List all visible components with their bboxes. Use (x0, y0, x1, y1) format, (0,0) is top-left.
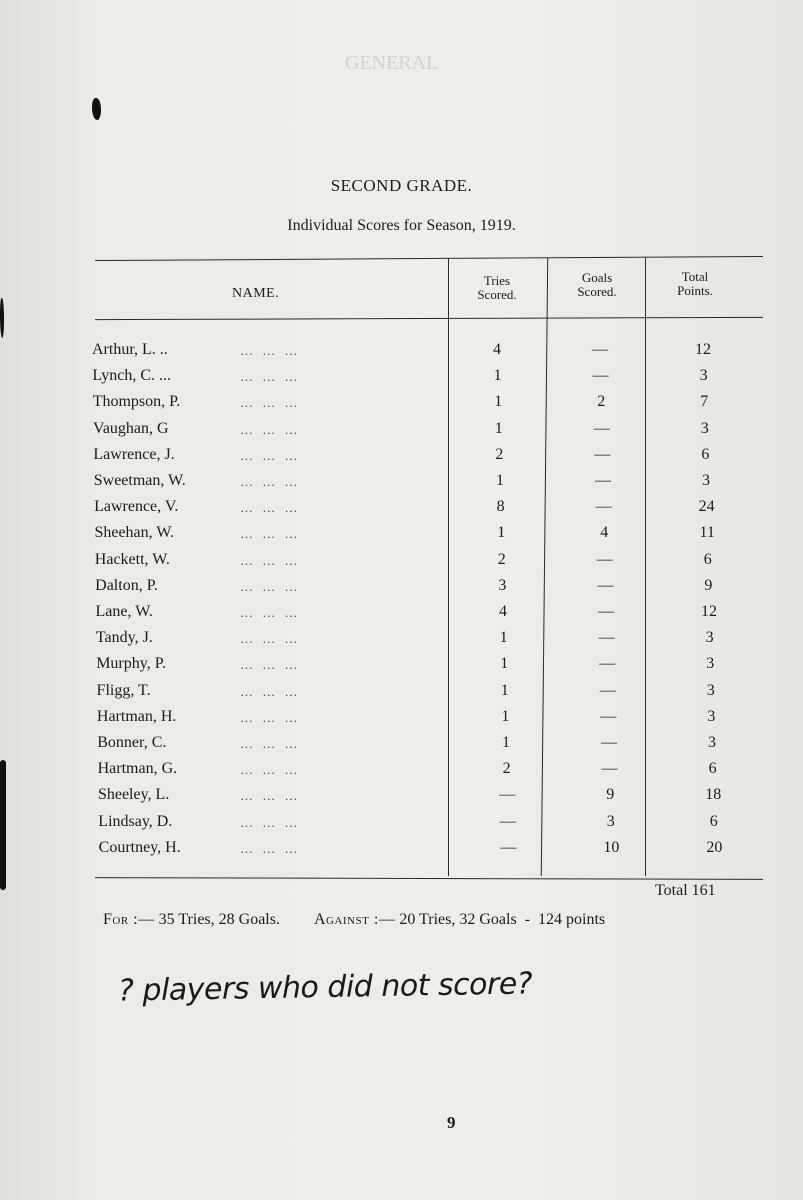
goals-scored: 2 (597, 393, 606, 411)
tries-scored: 1 (501, 707, 510, 725)
player-name: Fligg, T. (96, 681, 151, 699)
leader-dots: … … … (240, 552, 301, 568)
player-name: Hartman, G. (97, 760, 178, 778)
player-name: Courtney, H. (98, 838, 181, 856)
column-header-goals: Goals Scored. (577, 270, 617, 299)
edge-mark (0, 298, 4, 338)
tries-scored: 2 (502, 760, 511, 778)
total-points-cell: 3 (699, 367, 708, 385)
total-points-cell: 3 (707, 707, 716, 725)
table-bottom-rule (95, 877, 763, 880)
total-points-cell: 3 (706, 655, 715, 673)
ink-blot (92, 98, 101, 120)
tries-scored: 1 (496, 472, 504, 489)
tries-scored: 2 (497, 550, 506, 568)
total-points-cell: 3 (705, 629, 714, 647)
leader-dots: … … … (240, 447, 301, 463)
tries-scored: 4 (499, 603, 507, 620)
leader-dots: … … … (240, 709, 301, 725)
player-name: Sheeley, L. (97, 786, 170, 804)
goals-scored: 10 (603, 838, 620, 856)
tries-scored: 4 (493, 341, 501, 358)
goals-scored: — (599, 681, 616, 699)
leader-dots: … … … (240, 369, 301, 385)
column-header-tries: Tries Scored. (477, 273, 517, 302)
goals-scored: — (593, 419, 610, 437)
table-top-rule (95, 256, 763, 261)
player-name: Dalton, P. (95, 576, 158, 594)
tries-scored: 1 (499, 629, 508, 647)
total-points-cell: 6 (708, 760, 717, 778)
goals-scored: — (601, 734, 617, 751)
player-name: Sheehan, W. (94, 524, 174, 542)
table-row (0, 813, 803, 839)
document-title: SECOND GRADE. (330, 176, 473, 195)
leader-dots: … … … (240, 631, 301, 647)
total-points-cell: 11 (699, 524, 715, 542)
total-points-cell: 20 (706, 838, 723, 856)
leader-dots: … … … (240, 578, 301, 594)
total-points-cell: 6 (703, 550, 712, 568)
tries-scored: 1 (494, 393, 503, 411)
against-label: Against :— (313, 911, 396, 928)
table-row (0, 734, 803, 760)
table-row (0, 839, 803, 865)
goals-scored: — (600, 707, 617, 725)
tries-scored: 1 (502, 734, 510, 751)
page-number: 9 (447, 1113, 456, 1132)
against-points: 124 points (538, 911, 606, 928)
column-header-points: Total Points. (677, 269, 713, 298)
tries-scored: 1 (500, 681, 509, 699)
table-row (0, 682, 803, 708)
table-row (0, 341, 803, 367)
document-subtitle: Individual Scores for Season, 1919. (287, 217, 516, 234)
leader-dots: … … … (240, 683, 301, 699)
tries-scored: 8 (496, 498, 505, 516)
total-points-cell: 6 (701, 445, 710, 463)
tries-scored: — (499, 812, 516, 830)
table-row (0, 472, 803, 498)
against-value: 20 Tries, 32 Goals (399, 911, 517, 928)
goals-scored: — (598, 629, 615, 647)
goals-scored: — (592, 367, 609, 385)
table-header-rule (95, 317, 763, 321)
goals-scored: — (592, 341, 608, 358)
player-name: Lindsay, D. (98, 812, 173, 830)
player-name: Sweetman, W. (93, 472, 186, 489)
column-header-name: NAME. (232, 286, 280, 301)
player-name: Hackett, W. (94, 550, 170, 568)
total-points-cell: 12 (695, 341, 711, 358)
leader-dots: … … … (240, 395, 301, 411)
leader-dots: … … … (240, 500, 301, 516)
tries-scored: — (500, 838, 517, 856)
total-points-cell: 9 (704, 576, 713, 594)
table-row (0, 420, 803, 446)
leader-dots: … … … (240, 788, 301, 804)
table-row (0, 577, 803, 603)
leader-dots: … … … (240, 814, 301, 830)
goals-scored: — (598, 603, 614, 620)
leader-dots: … … … (240, 605, 301, 620)
goals-scored: — (596, 550, 613, 568)
goals-scored: — (597, 576, 614, 594)
leader-dots: … … … (240, 762, 301, 778)
for-value: 35 Tries, 28 Goals. (158, 911, 280, 928)
player-name: Vaughan, G (93, 419, 169, 437)
table-row (0, 708, 803, 734)
goals-scored: 3 (606, 812, 615, 830)
leader-dots: … … … (240, 840, 301, 856)
bleed-through-text: GENERAL (345, 52, 439, 74)
table-row (0, 446, 803, 472)
table-row (0, 655, 803, 681)
tries-scored: — (499, 786, 516, 804)
goals-scored: — (595, 498, 612, 516)
total-points-cell: 3 (700, 419, 709, 437)
leader-dots: … … … (240, 736, 301, 751)
goals-scored: — (601, 760, 618, 778)
leader-dots: … … … (240, 526, 301, 542)
for-label: For :— (103, 911, 155, 928)
leader-dots: … … … (240, 421, 301, 437)
total-points-cell: 12 (701, 603, 717, 620)
total-points-cell: 18 (705, 786, 722, 804)
table-row (0, 629, 803, 655)
goals-scored: 9 (606, 786, 615, 804)
player-name: Lawrence, J. (93, 445, 175, 463)
player-name: Tandy, J. (95, 629, 153, 647)
leader-dots: … … … (240, 474, 301, 489)
total-points: Total 161 (655, 882, 716, 899)
table-row (0, 393, 803, 419)
table-row (0, 367, 803, 393)
player-name: Arthur, L. .. (92, 341, 168, 358)
handwritten-annotation: ? players who did not score? (117, 966, 533, 1009)
leader-dots: … … … (240, 657, 301, 673)
season-summary: For :— 35 Tries, 28 Goals. Against :— 20 Tries, 32 Goals - 124 points (103, 911, 606, 928)
table-row (0, 524, 803, 550)
total-points-cell: 3 (708, 734, 716, 751)
table-row (0, 498, 803, 524)
tries-scored: 1 (494, 419, 503, 437)
goals-scored: 4 (600, 524, 609, 542)
total-points-cell: 3 (706, 681, 715, 699)
player-name: Murphy, P. (96, 655, 166, 673)
total-points-cell: 24 (698, 498, 715, 516)
total-points-cell: 6 (709, 812, 718, 830)
goals-scored: — (599, 655, 616, 673)
goals-scored: — (594, 445, 611, 463)
tries-scored: 2 (495, 445, 504, 463)
player-name: Lynch, C. ... (92, 367, 172, 385)
player-name: Bonner, C. (97, 734, 167, 751)
tries-scored: 1 (500, 655, 509, 673)
table-row (0, 786, 803, 812)
player-name: Hartman, H. (96, 707, 177, 725)
table-row (0, 551, 803, 577)
table-row (0, 760, 803, 786)
tries-scored: 1 (493, 367, 502, 385)
player-name: Thompson, P. (92, 393, 181, 411)
tries-scored: 3 (498, 576, 507, 594)
total-points-cell: 7 (700, 393, 709, 411)
leader-dots: … … … (240, 343, 301, 358)
player-name: Lane, W. (95, 603, 153, 620)
tries-scored: 1 (497, 524, 506, 542)
player-name: Lawrence, V. (94, 498, 179, 516)
table-row (0, 603, 803, 629)
goals-scored: — (595, 472, 611, 489)
total-points-cell: 3 (702, 472, 710, 489)
